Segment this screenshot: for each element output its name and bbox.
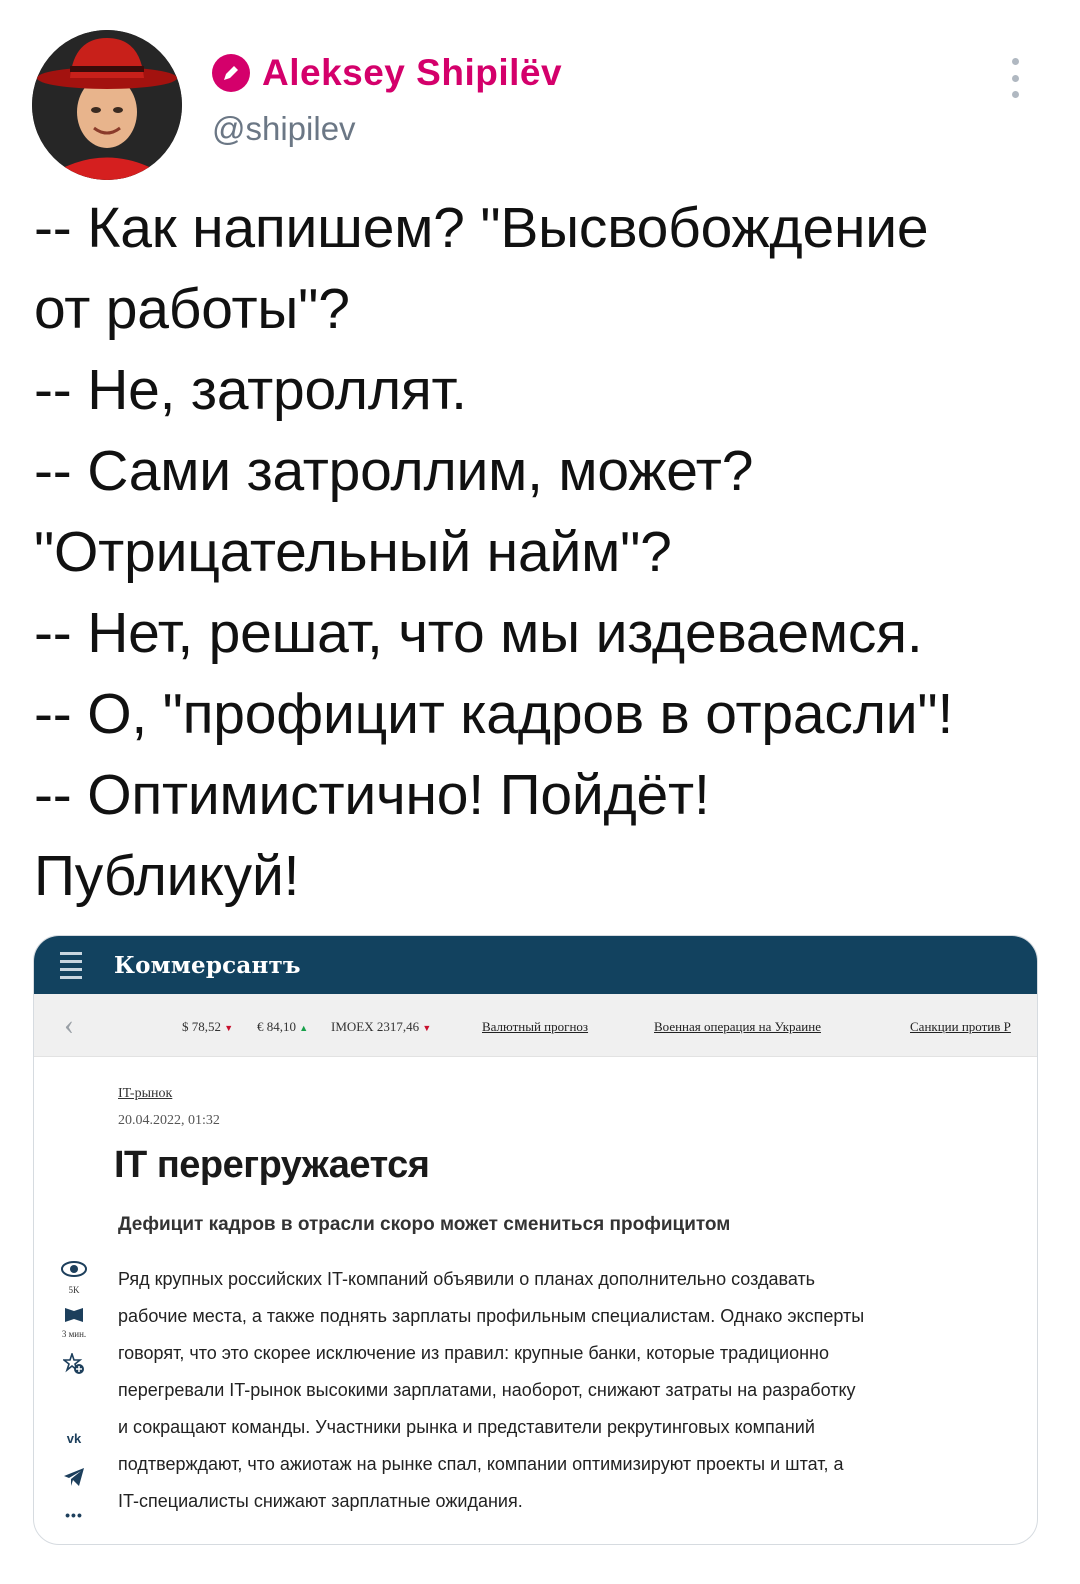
author-name[interactable]	[212, 52, 562, 94]
kommersant-logo: Коммерсантъ	[114, 951, 301, 979]
article-date: 20.04.2022, 01:32	[118, 1113, 220, 1128]
read-time: 3 мин.	[61, 1329, 87, 1339]
article-headline: IT перегружается	[114, 1144, 430, 1186]
kommersant-header	[34, 936, 1037, 994]
body-line: и сокращают команды. Участники рынка и представители рекрутинговых компаний	[118, 1417, 815, 1437]
ticker-link: Валютный прогноз	[482, 1019, 589, 1034]
tweet-line: Публикуй!	[34, 844, 300, 908]
tweet-text	[34, 188, 1054, 917]
tweet-line: от работы"?	[34, 277, 350, 341]
article-body	[118, 1261, 1023, 1520]
body-line: подтверждают, что ажиотаж на рынке спал, компании оптимизируют проекты и штат, а	[118, 1454, 844, 1474]
tweet-line: "Отрицательный найм"?	[34, 520, 672, 584]
telegram-icon	[52, 1467, 96, 1492]
eye-icon	[52, 1261, 96, 1282]
more-icon: •••	[65, 1507, 83, 1523]
favorite-add-icon	[52, 1353, 96, 1380]
tweet-line: -- Оптимистично! Пойдёт!	[34, 763, 710, 827]
tweet-line: -- Сами затроллим, может?	[34, 439, 754, 503]
tweet-line: -- Не, затроллят.	[34, 358, 467, 422]
menu-icon	[60, 952, 82, 979]
pencil-badge-icon	[212, 54, 250, 92]
embedded-image[interactable]	[33, 935, 1038, 1545]
ticker-eur: € 84,10 ▲	[257, 1019, 309, 1034]
chevron-left-icon: ‹	[64, 1008, 74, 1041]
tweet-line: -- Как напишем? "Высвобождение	[34, 196, 929, 260]
author-name-text: Aleksey Shipilëv	[262, 52, 563, 93]
vk-icon: vk	[66, 1431, 82, 1446]
more-options-icon[interactable]	[1005, 58, 1025, 98]
author-block	[212, 52, 562, 148]
book-icon	[52, 1305, 96, 1328]
ticker-imoex: IMOEX 2317,46 ▼	[331, 1019, 432, 1034]
body-line: перегревали IT-рынок высокими зарплатами, наоборот, снижают затраты на разработку	[118, 1380, 856, 1400]
body-line: IT-специалисты снижают зарплатные ожидания.	[118, 1491, 523, 1511]
tweet-line: -- Нет, решат, что мы издеваемся.	[34, 601, 923, 665]
ticker-usd: $ 78,52 ▼	[182, 1019, 234, 1034]
author-handle[interactable]: @shipilev	[212, 110, 356, 147]
article-rubric: IT-рынок	[118, 1086, 173, 1101]
avatar[interactable]	[32, 30, 182, 180]
body-line: рабочие места, а также поднять зарплаты профильным специалистам. Однако эксперты	[118, 1306, 865, 1326]
views-count: 5K	[68, 1285, 80, 1295]
ticker-link: Санкции против Р	[910, 1019, 1011, 1034]
body-line: Ряд крупных российских IT-компаний объявили о планах дополнительно создавать	[118, 1269, 816, 1289]
article-subhead: Дефицит кадров в отрасли скоро может смениться профицитом	[118, 1214, 731, 1235]
ticker-link: Военная операция на Украине	[654, 1019, 821, 1034]
tweet-line: -- О, "профицит кадров в отрасли"!	[34, 682, 954, 746]
body-line: говорят, что это скорее исключение из правил: крупные банки, которые традиционно	[118, 1343, 829, 1363]
ticker-bar	[34, 994, 1037, 1057]
